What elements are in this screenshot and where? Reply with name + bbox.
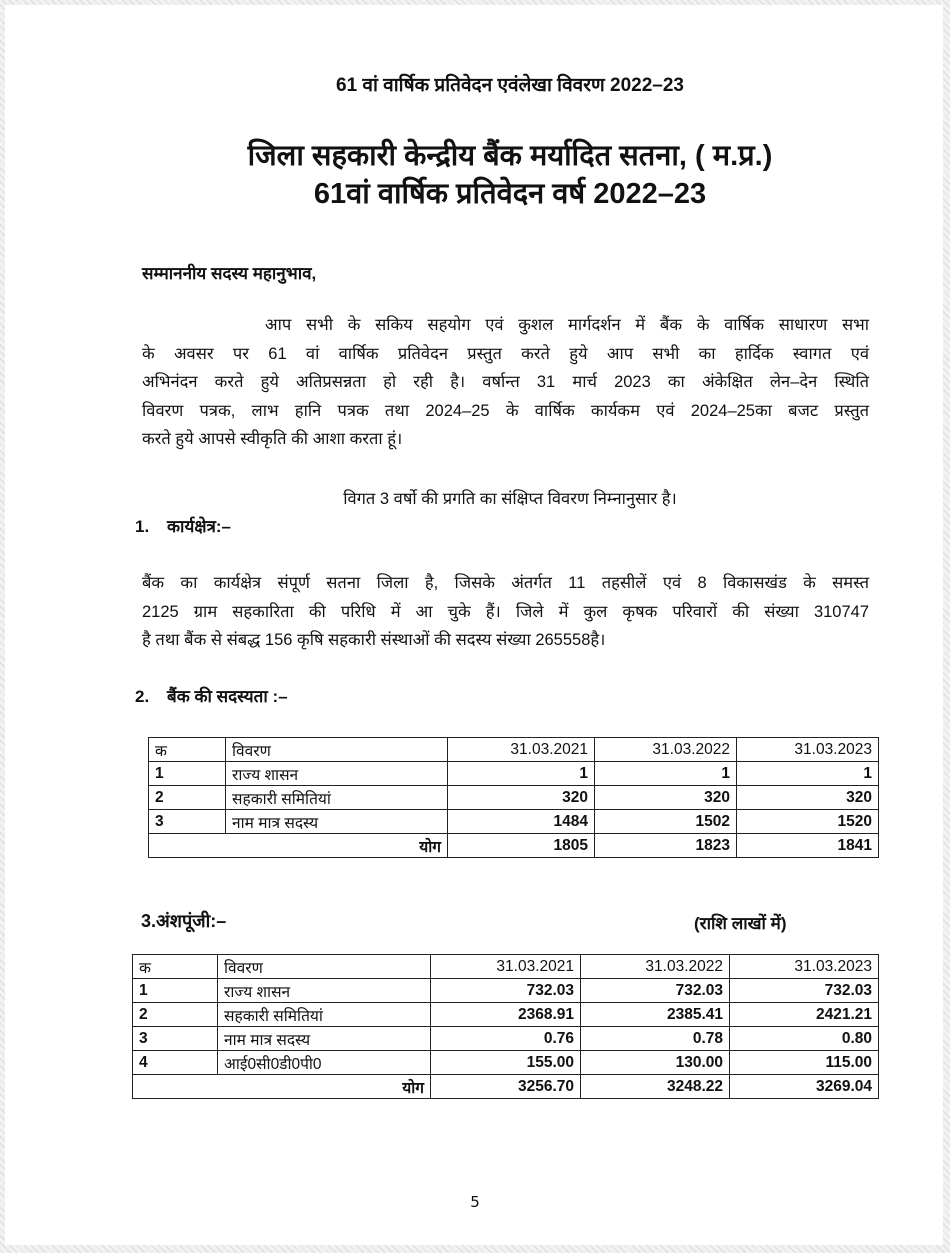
cell-serial: 1 (149, 762, 226, 786)
cell-value: 1520 (737, 810, 879, 834)
header-date: 31.03.2021 (448, 738, 595, 762)
header-date: 31.03.2021 (431, 955, 581, 979)
cell-value: 130.00 (581, 1051, 730, 1075)
cell-value: 732.03 (431, 979, 581, 1003)
cell-description: राज्य शासन (226, 762, 448, 786)
header-serial: क (133, 955, 218, 979)
amount-unit-note: (राशि लाखों में) (694, 914, 787, 933)
intro-paragraph (142, 311, 869, 454)
cell-value: 320 (448, 786, 595, 810)
intro-line: आप सभी के सकिय सहयोग एवं कुशल मार्गदर्शन में बैंक के वार्षिक साधारण सभा (265, 316, 869, 334)
cell-description: सहकारी समितियां (226, 786, 448, 810)
cell-value: 732.03 (581, 979, 730, 1003)
cell-value: 0.80 (730, 1027, 879, 1051)
table-header-row (149, 738, 879, 762)
table-row (149, 810, 879, 834)
section-3-heading: 3.अंशपूंजी:– (141, 911, 227, 931)
cell-value: 732.03 (730, 979, 879, 1003)
header-description: विवरण (226, 738, 448, 762)
cell-value: 2368.91 (431, 1003, 581, 1027)
section-title: बैंक की सदस्यता :– (167, 687, 288, 706)
cell-value: 320 (595, 786, 737, 810)
header-serial: क (149, 738, 226, 762)
table-row (133, 1051, 879, 1075)
table-row (149, 786, 879, 810)
cell-value: 1 (595, 762, 737, 786)
report-year-title: 61वां वार्षिक प्रतिवेदन वर्ष 2022–23 (313, 178, 707, 210)
cell-value: 1 (448, 762, 595, 786)
cell-description: नाम मात्र सदस्य (218, 1027, 431, 1051)
table-row (133, 1027, 879, 1051)
salutation: सम्माननीय सदस्य महानुभाव, (142, 264, 317, 283)
table-total-row (149, 834, 879, 858)
header-date: 31.03.2023 (737, 738, 879, 762)
total-value: 3256.70 (431, 1075, 581, 1099)
section-1-paragraph (142, 569, 869, 655)
total-value: 3269.04 (730, 1075, 879, 1099)
cell-value: 1484 (448, 810, 595, 834)
section-number: 2. (135, 687, 150, 706)
total-label: योग (133, 1075, 431, 1099)
total-value: 1823 (595, 834, 737, 858)
cell-value: 155.00 (431, 1051, 581, 1075)
section-number: 1. (135, 517, 150, 536)
report-top-title: 61 वां वार्षिक प्रतिवेदन एवंलेखा विवरण 2022–23 (336, 75, 684, 96)
cell-value: 115.00 (730, 1051, 879, 1075)
intro-line: करते हुये आपसे स्वीकृति की आशा करता हूं। (142, 430, 403, 449)
cell-value: 320 (737, 786, 879, 810)
section-title: कार्यक्षेत्र:– (167, 517, 232, 536)
total-label: योग (149, 834, 448, 858)
header-date: 31.03.2022 (595, 738, 737, 762)
summary-line: विगत 3 वर्षो की प्रगति का संक्षिप्त विवरण निम्नानुसार है। (343, 490, 677, 508)
page-number: 5 (470, 1193, 480, 1211)
cell-value: 0.76 (431, 1027, 581, 1051)
cell-value: 2421.21 (730, 1003, 879, 1027)
total-value: 3248.22 (581, 1075, 730, 1099)
section-1-line: बैंक का कार्यक्षेत्र संपूर्ण सतना जिला है, जिसके अंतर्गत 11 तहसीलें एवं 8 विकासखंड के समस्त (142, 574, 869, 592)
header-description: विवरण (218, 955, 431, 979)
share-capital-table (132, 954, 879, 1099)
cell-value: 1 (737, 762, 879, 786)
table-total-row (133, 1075, 879, 1099)
section-2-heading (135, 684, 288, 707)
cell-value: 1502 (595, 810, 737, 834)
cell-description: आई0सी0डी0पी0 (218, 1051, 431, 1075)
section-1-line: 2125 ग्राम सहकारिता की परिधि में आ चुके हैं। जिले में कुल कृषक परिवारों की संख्या 310747 (142, 602, 869, 621)
cell-value: 2385.41 (581, 1003, 730, 1027)
cell-serial: 4 (133, 1051, 218, 1075)
membership-table (148, 737, 879, 858)
intro-line: विवरण पत्रक, लाभ हानि पत्रक तथा 2024–25 के वार्षिक कार्यकम एवं 2024–25का बजट प्रस्तुत (142, 401, 869, 420)
document-page (5, 5, 943, 1245)
intro-line: के अवसर पर 61 वां वार्षिक प्रतिवेदन प्रस्तुत करते हुये आप सभी का हार्दिक स्वागत एवं (142, 344, 869, 363)
header-date: 31.03.2022 (581, 955, 730, 979)
table-row (133, 979, 879, 1003)
section-1-heading (135, 514, 231, 537)
cell-serial: 3 (133, 1027, 218, 1051)
table-row (133, 1003, 879, 1027)
section-1-line: है तथा बैंक से संबद्ध 156 कृषि सहकारी संस्थाओं की सदस्य संख्या 265558है। (142, 631, 606, 650)
table-row (149, 762, 879, 786)
bank-name-title: जिला सहकारी केन्द्रीय बैंक मर्यादित सतना, ( म.प्र.) (247, 140, 773, 172)
intro-line: अभिनंदन करते हुये अतिप्रसन्नता हो रही है। वर्षान्त 31 मार्च 2023 का अंकेक्षित लेन–देन स्थिति (142, 373, 869, 392)
cell-serial: 2 (149, 786, 226, 810)
total-value: 1805 (448, 834, 595, 858)
table-header-row (133, 955, 879, 979)
header-date: 31.03.2023 (730, 955, 879, 979)
cell-serial: 1 (133, 979, 218, 1003)
cell-serial: 3 (149, 810, 226, 834)
cell-value: 0.78 (581, 1027, 730, 1051)
cell-serial: 2 (133, 1003, 218, 1027)
cell-description: राज्य शासन (218, 979, 431, 1003)
total-value: 1841 (737, 834, 879, 858)
cell-description: नाम मात्र सदस्य (226, 810, 448, 834)
cell-description: सहकारी समितियां (218, 1003, 431, 1027)
